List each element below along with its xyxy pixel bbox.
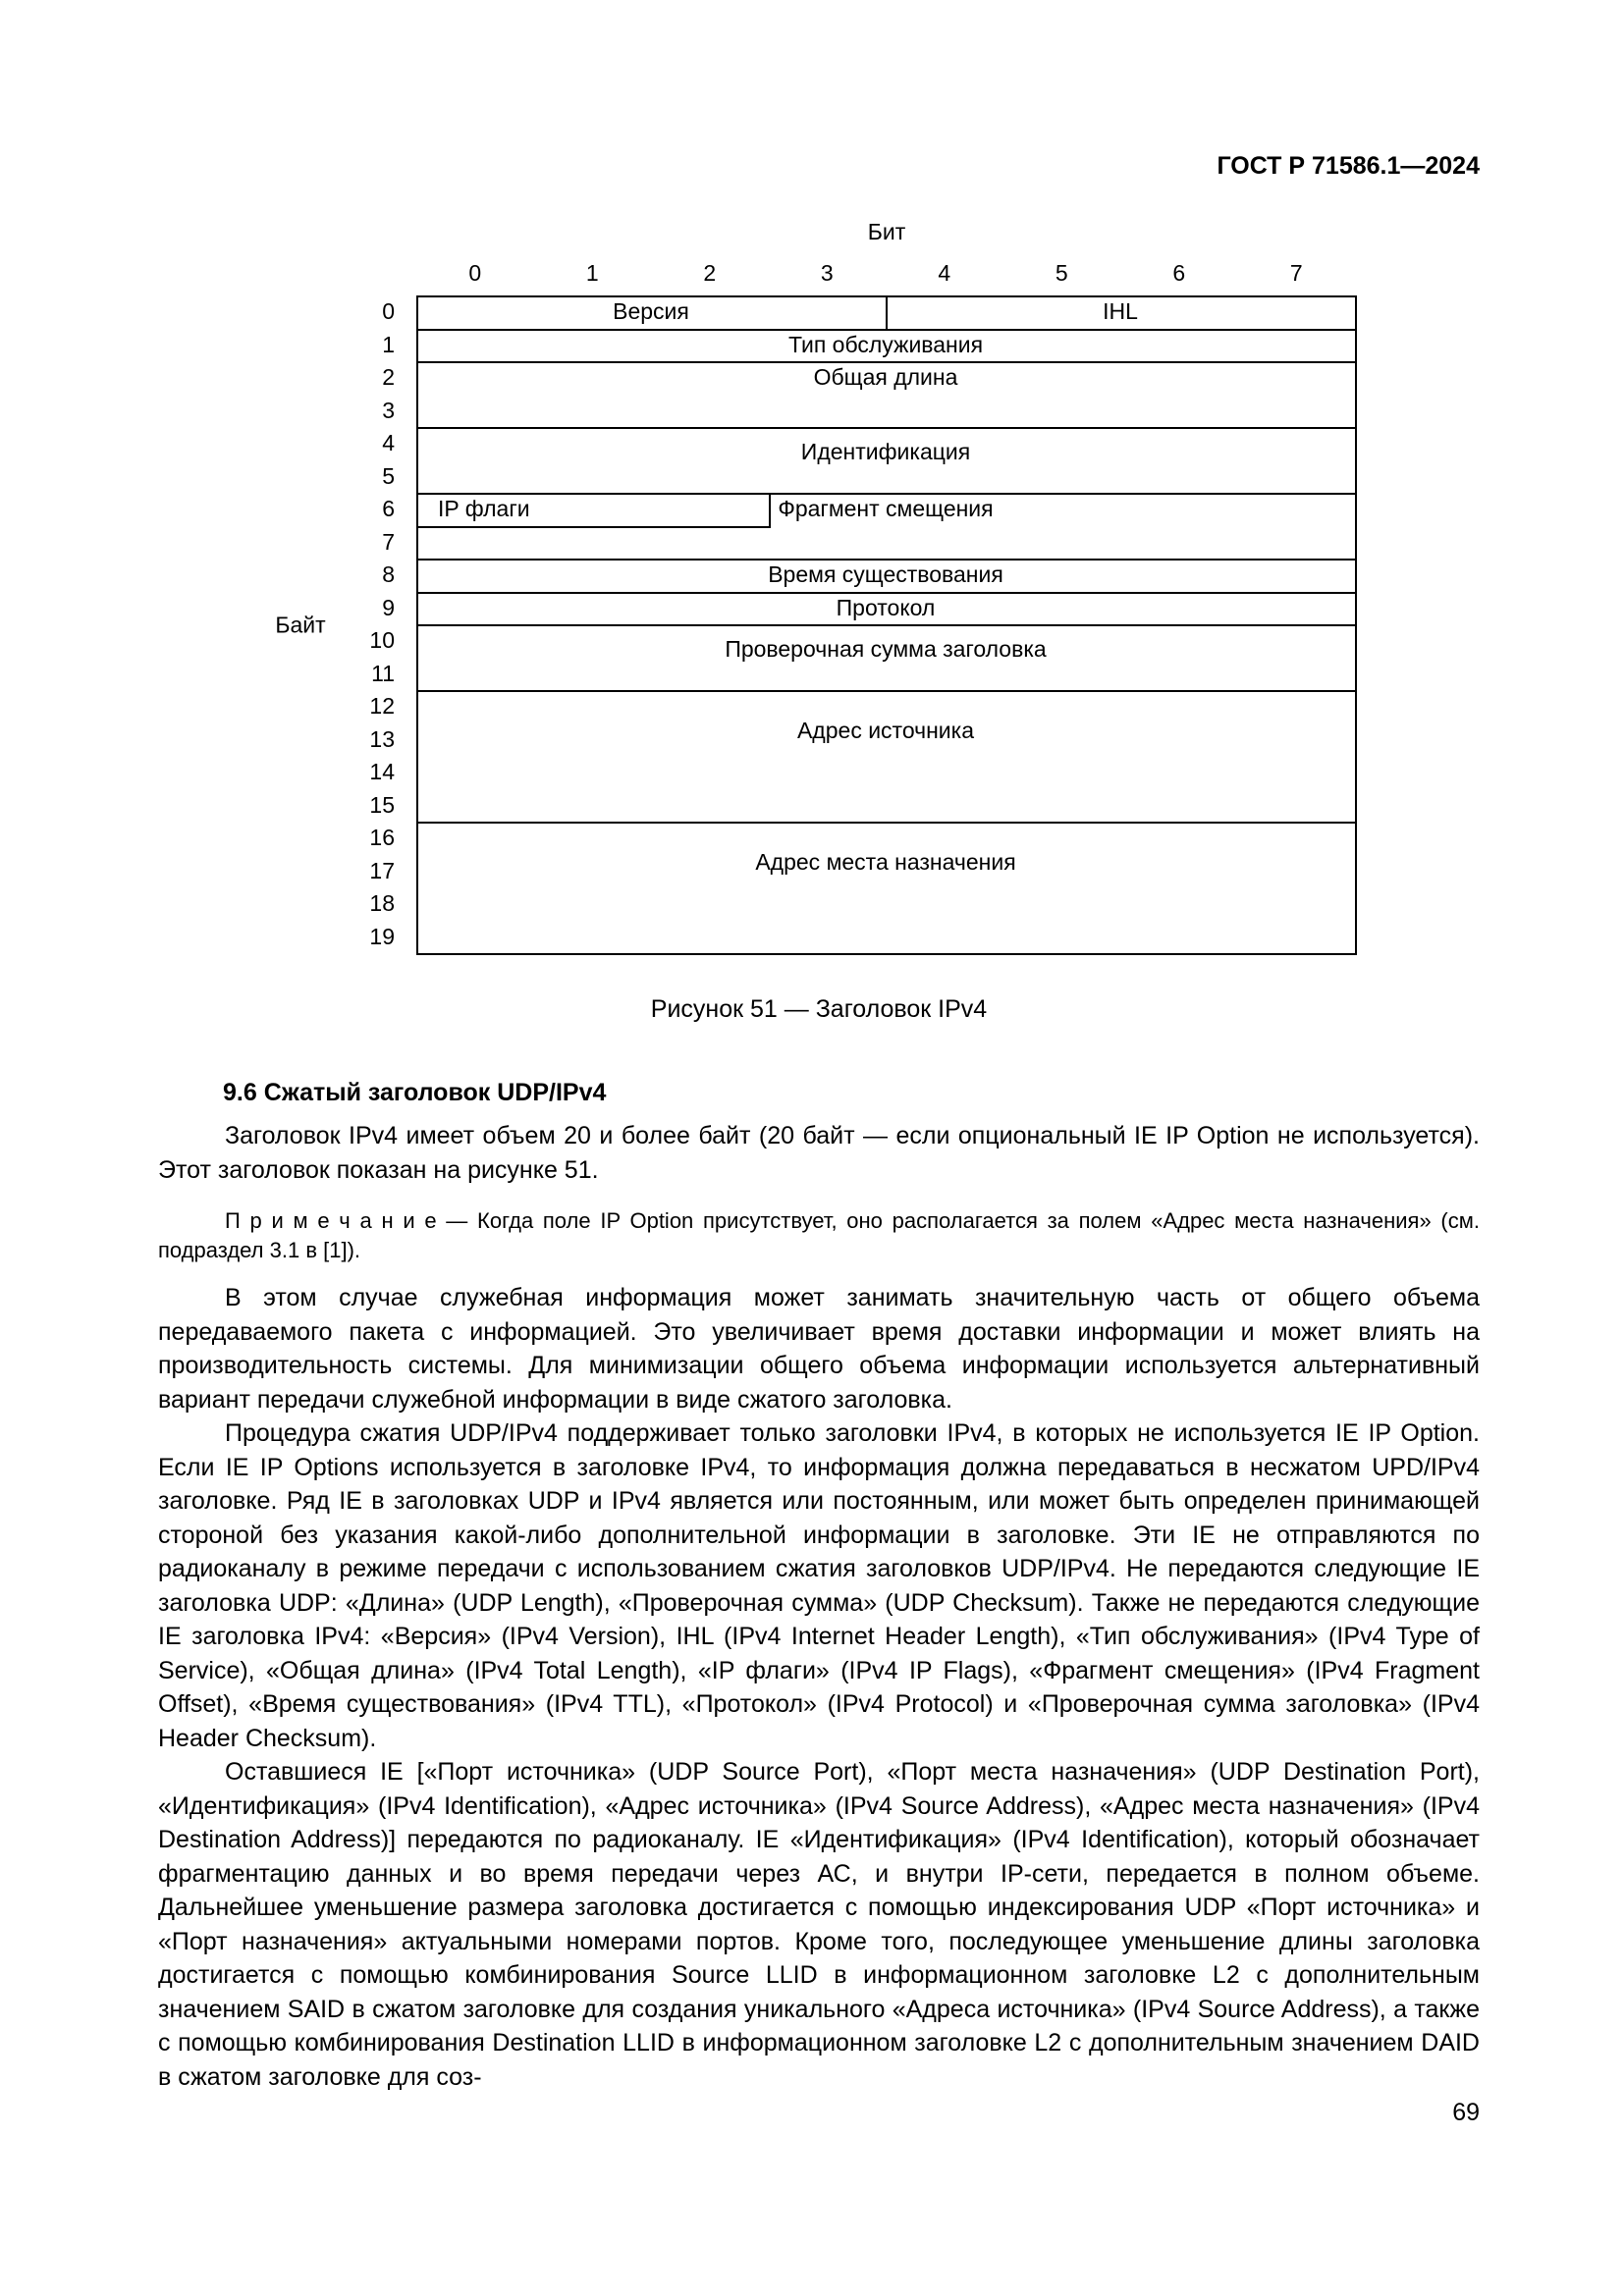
header-field-label: Протокол [836, 594, 936, 620]
header-field-label: Версия [613, 298, 689, 325]
header-field-box [416, 690, 1357, 824]
byte-row-label: 15 [369, 791, 395, 818]
bit-column-label: 0 [468, 260, 482, 286]
section-heading: 9.6 Сжатый заголовок UDP/IPv4 [223, 1079, 607, 1106]
section-body [158, 1076, 1480, 2094]
bit-axis-label: Бит [867, 219, 906, 244]
byte-row-label: 14 [369, 759, 395, 784]
ipv4-header-grid [275, 219, 1357, 955]
header-field-label: Фрагмент смещения [778, 496, 994, 522]
header-field-label: Идентификация [800, 438, 971, 464]
bit-column-label: 7 [1289, 260, 1303, 286]
byte-row-label: 19 [369, 923, 395, 949]
header-field-label: Время существования [768, 561, 1003, 588]
byte-axis-label: Байт [275, 612, 326, 638]
figure-caption: Рисунок 51 — Заголовок IPv4 [650, 995, 988, 1023]
bit-column-label: 4 [938, 260, 951, 286]
bit-column-label: 3 [820, 260, 834, 286]
byte-row-label: 5 [382, 462, 395, 489]
bit-column-label: 6 [1172, 260, 1186, 286]
header-field-label: Тип обслуживания [787, 331, 984, 357]
byte-row-label: 13 [369, 725, 395, 752]
byte-row-label: 17 [369, 857, 395, 883]
page-number: 69 [1452, 2099, 1480, 2126]
byte-row-label: 12 [369, 693, 395, 719]
paragraph: В этом случае служебная информация может занимать значительную часть от общего объема передаваемого пакета с информацией. Это увеличивает время доставки информации и может влиять на производительность системы. Для минимизации общего объема информации используется альтернативный вариант передачи служебной информации в виде сжатого заголовка. [158, 1284, 1480, 1414]
bit-column-label: 2 [703, 260, 717, 286]
header-field-label: Адрес источника [796, 718, 975, 744]
byte-row-label: 11 [371, 660, 395, 686]
byte-row-label: 0 [382, 298, 395, 324]
header-field-label: Адрес места назначения [755, 849, 1016, 876]
header-field-label: IP флаги [438, 496, 530, 522]
paragraph: Процедура сжатия UDP/IPv4 поддерживает только заголовки IPv4, в которых не используется IE IP Option. Если IE IP Options используется в заголовке IPv4, то информация должна передаваться в несжатом UPD/IPv4 заголовке. Ряд IE в заголовках UDP и IPv4 является или постоянным, или может быть определен принимающей стороной без указания какой-либо дополнительной информации в заголовке. Эти IE не отправляются по радиоканалу в режиме передачи с использованием сжатия заголовков UDP/IPv4. Не передаются следующие IE заголовка UDP: «Длина» (UDP Length), «Проверочная сумма» (UDP Checksum). Также не передаются следующие IE заголовка IPv4: «Версия» (IPv4 Version), IHL (IPv4 Internet Header Length), «Тип обслуживания» (IPv4 Type of Service), «Общая длина» (IPv4 Total Length), «IP флаги» (IPv4 IP Flags), «Фрагмент смещения» (IPv4 Fragment Offset), «Время существования» (IPv4 TTL), «Протокол» (IPv4 Protocol) и «Проверочная сумма заголовка» (IPv4 Header Checksum). [158, 1419, 1480, 1752]
byte-row-label: 16 [369, 825, 395, 850]
header-field-label: IHL [1103, 298, 1138, 325]
document-header: ГОСТ Р 71586.1—2024 [1217, 152, 1480, 180]
byte-row-label: 18 [369, 890, 395, 916]
note-paragraph: П р и м е ч а н и е — Когда поле IP Option присутствует, оно располагается за полем «Адрес места назначения» (см. подраздел 3.1 в [1]). [158, 1208, 1480, 1262]
byte-row-label: 8 [382, 561, 395, 587]
byte-row-label: 4 [382, 430, 395, 455]
byte-row-label: 6 [382, 496, 395, 521]
byte-row-label: 10 [369, 627, 395, 653]
header-field-label: Общая длина [813, 364, 958, 391]
byte-row-label: 9 [382, 594, 395, 620]
paragraph: Заголовок IPv4 имеет объем 20 и более байт (20 байт — если опциональный IE IP Option не используется). Этот заголовок показан на рисунке 51. [158, 1122, 1480, 1184]
header-field-box [416, 822, 1357, 955]
bit-column-label: 1 [585, 260, 599, 286]
byte-row-label: 1 [382, 331, 395, 357]
bit-column-label: 5 [1055, 260, 1068, 286]
byte-row-label: 2 [382, 364, 395, 390]
header-field-label: Проверочная сумма заголовка [725, 635, 1047, 662]
paragraph: Оставшиеся IE [«Порт источника» (UDP Source Port), «Порт места назначения» (UDP Destination Port), «Идентификация» (IPv4 Identification), «Адрес источника» (IPv4 Source Address), «Адрес места назначения» (IPv4 Destination Address)] передаются по радиоканалу. IE «Идентификация» (IPv4 Identification), который обозначает фрагментацию данных и во время передачи через АС, и внутри IP-сети, передается в полном объеме. Дальнейшее уменьшение размера заголовка достигается с помощью индексирования UDP «Порт источника» и «Порт назначения» актуальными номерами портов. Кроме того, последующее уменьшение длины заголовка достигается с помощью комбинирования Source LLID в информационном заголовке L2 с дополнительным значением SAID в сжатом заголовке для создания уникального «Адреса источника» (IPv4 Source Address), а также с помощью комбинирования Destination LLID в информационном заголовке L2 с дополнительным значением DAID в сжатом заголовке для соз- [158, 1758, 1480, 2091]
byte-row-label: 3 [382, 397, 395, 423]
byte-row-label: 7 [382, 528, 395, 555]
